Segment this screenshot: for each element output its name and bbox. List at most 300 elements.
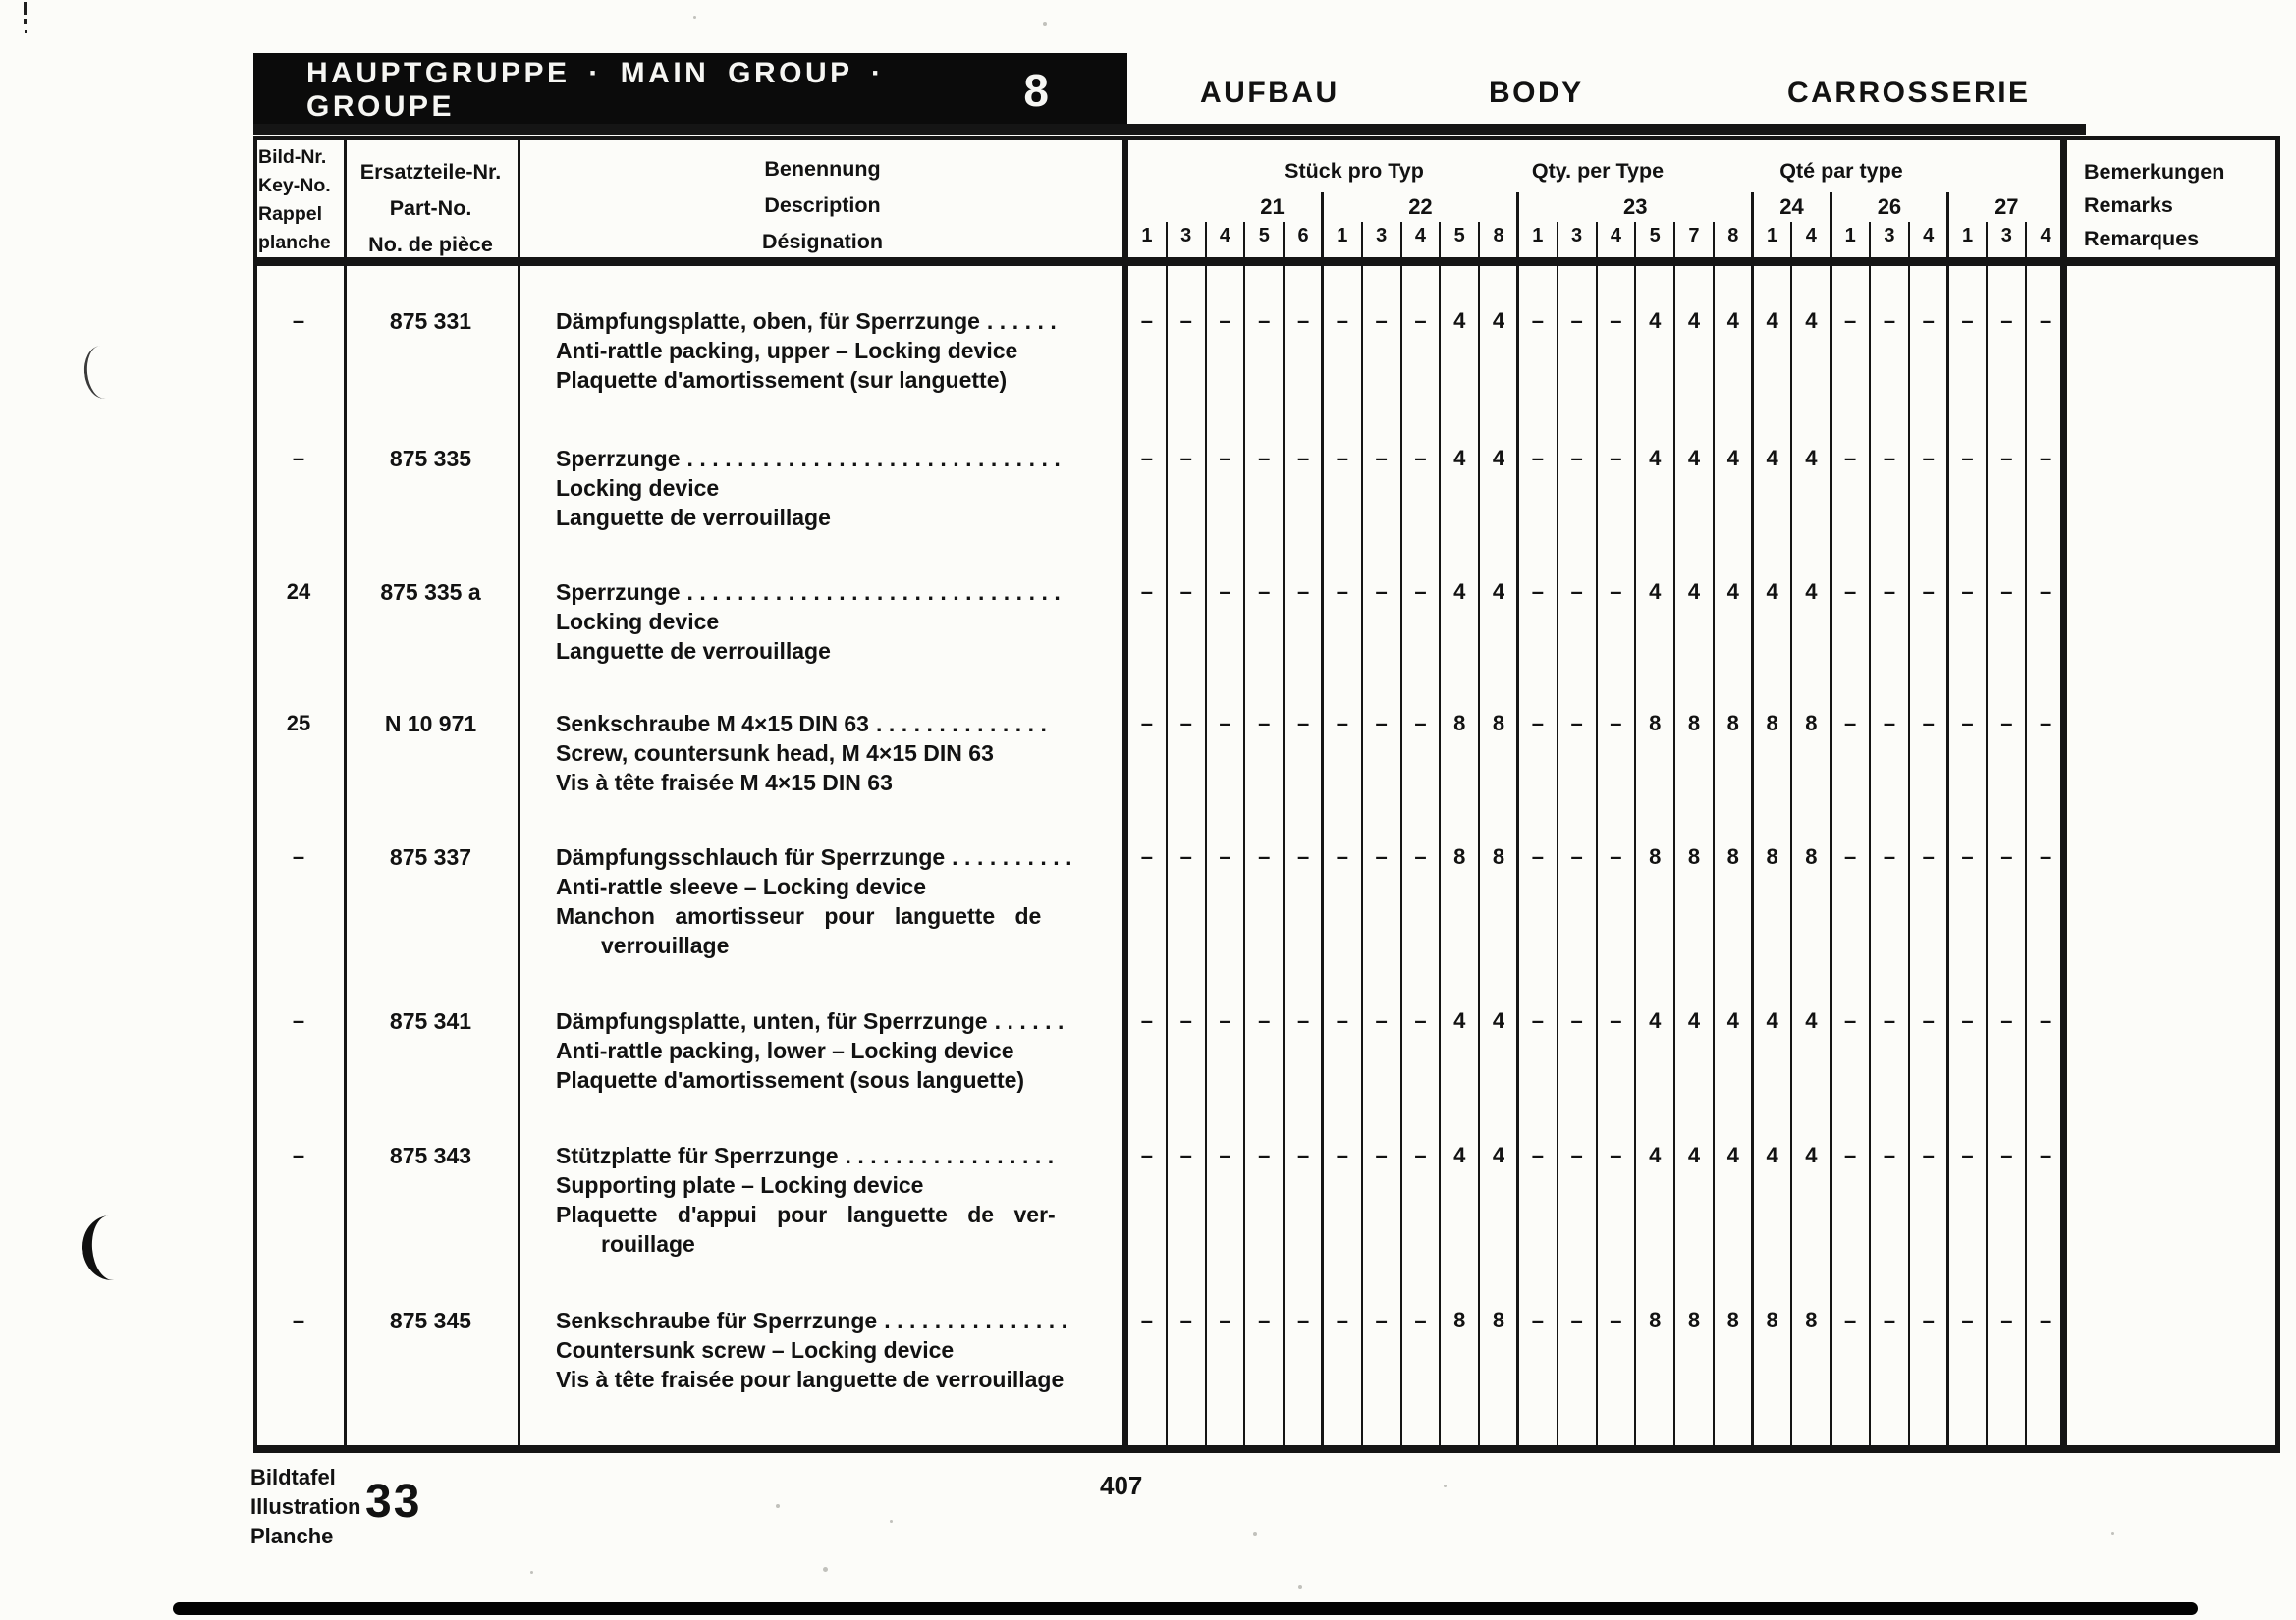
scan-artifact-tick [25, 30, 27, 33]
row-qty-cell: – [1296, 1143, 1310, 1167]
row-part-number: 875 345 [389, 1308, 472, 1333]
row-qty-cell: – [1844, 1008, 1857, 1033]
qty-subcol-separator [1205, 222, 1207, 1453]
row-part-number: 875 341 [389, 1008, 472, 1034]
row-description-line: Dämpfungsschlauch für Sperrzunge .......... [556, 844, 1079, 870]
column-header-remarks-de: Bemerkungen [2084, 160, 2225, 184]
row-qty-cell: – [1140, 446, 1154, 470]
qty-subcol-separator [2025, 222, 2027, 1453]
qty-subcol-label: 6 [1297, 225, 1309, 246]
row-qty-cell: – [2039, 844, 2052, 869]
column-header-remarks-fr: Remarques [2084, 227, 2200, 250]
row-qty-cell: – [1140, 308, 1154, 333]
column-header-key-fr2: planche [258, 232, 331, 253]
row-qty-cell: – [1961, 446, 1974, 470]
qty-subcol-label: 5 [1649, 225, 1661, 246]
table-bottom-border [253, 1445, 2280, 1453]
row-qty-cell: 4 [1453, 446, 1466, 470]
row-qty-cell: – [1610, 1008, 1622, 1033]
row-qty-cell: – [2039, 1008, 2052, 1033]
row-qty-cell: 4 [1687, 446, 1701, 470]
qty-subcol-separator [1243, 222, 1245, 1453]
row-qty-cell: 4 [1805, 446, 1818, 470]
table-top-border [253, 136, 2280, 140]
scan-noise [1043, 22, 1047, 26]
row-qty-cell: 8 [1687, 1308, 1701, 1332]
row-qty-cell: – [1922, 1308, 1935, 1332]
row-qty-cell: 4 [1687, 1008, 1701, 1033]
row-qty-cell: – [1258, 1308, 1271, 1332]
dot-leader: ................. [845, 1143, 1061, 1168]
row-qty-cell: 8 [1726, 1308, 1739, 1332]
qty-subcol-label: 4 [1805, 225, 1817, 246]
row-description-line: Plaquette d'amortissement (sous languette) [556, 1067, 1025, 1093]
row-qty-cell: – [1336, 446, 1348, 470]
row-qty-cell: – [1375, 844, 1388, 869]
row-qty-cell: 8 [1766, 711, 1778, 735]
row-qty-cell: – [1336, 711, 1348, 735]
row-qty-cell: – [1414, 446, 1427, 470]
row-qty-cell: 8 [1649, 711, 1662, 735]
column-header-remarks-en: Remarks [2084, 193, 2173, 217]
row-qty-cell: – [1883, 844, 1896, 869]
row-qty-cell: – [1961, 711, 1974, 735]
qty-subcol-label: 4 [1219, 225, 1231, 246]
row-qty-cell: 4 [1687, 1143, 1701, 1167]
row-qty-cell: – [2039, 579, 2052, 604]
qty-header-en: Qty. per Type [1531, 159, 1665, 183]
row-description-line: Locking device [556, 609, 720, 634]
qty-subcol-separator [1908, 222, 1910, 1453]
row-description-line: Anti-rattle packing, upper – Locking device [556, 338, 1018, 363]
row-qty-cell: – [2000, 579, 2013, 604]
row-qty-cell: – [1179, 1143, 1192, 1167]
row-qty-cell: 8 [1649, 844, 1662, 869]
row-qty-cell: – [1570, 711, 1583, 735]
row-qty-cell: – [1844, 711, 1857, 735]
dot-leader: .............. [875, 711, 1054, 736]
row-qty-cell: 8 [1453, 711, 1466, 735]
row-qty-cell: 8 [1687, 711, 1701, 735]
row-qty-cell: – [1258, 308, 1271, 333]
row-qty-cell: – [1219, 1143, 1231, 1167]
dot-leader: .............................. [686, 446, 1067, 471]
row-qty-cell: – [1375, 1008, 1388, 1033]
row-qty-cell: – [1531, 308, 1544, 333]
row-qty-cell: – [1336, 844, 1348, 869]
scan-page-edge-bar [173, 1602, 2198, 1615]
row-qty-cell: – [1219, 711, 1231, 735]
row-description-line: Anti-rattle sleeve – Locking device [556, 874, 927, 899]
scan-artifact-tick [24, 19, 27, 24]
qty-group-label-27: 27 [1995, 194, 2019, 219]
row-qty-cell: – [1258, 446, 1271, 470]
row-description-line: Plaquette d'appui pour languette de ver- [556, 1202, 1056, 1227]
row-qty-cell: – [2000, 1008, 2013, 1033]
row-qty-cell: – [1883, 1143, 1896, 1167]
qty-subcol-label: 1 [1961, 225, 1974, 246]
row-qty-cell: – [1961, 844, 1974, 869]
row-description-line: Locking device [556, 475, 720, 501]
row-qty-cell: 4 [1805, 1008, 1818, 1033]
qty-subcol-label: 4 [1923, 225, 1935, 246]
row-qty-cell: – [1336, 1008, 1348, 1033]
row-qty-cell: 8 [1805, 844, 1818, 869]
row-qty-cell: 8 [1492, 1308, 1505, 1332]
row-qty-cell: – [1414, 579, 1427, 604]
row-key-number: – [292, 308, 305, 333]
row-qty-cell: – [1610, 308, 1622, 333]
row-qty-cell: – [2039, 1308, 2052, 1332]
row-qty-cell: – [1610, 1308, 1622, 1332]
row-qty-cell: 4 [1766, 1008, 1778, 1033]
row-qty-cell: 8 [1805, 1308, 1818, 1332]
plate-label-fr: Planche [250, 1524, 334, 1548]
row-qty-cell: – [1610, 844, 1622, 869]
row-qty-cell: – [1296, 1008, 1310, 1033]
row-qty-cell: – [1844, 1308, 1857, 1332]
row-qty-cell: 4 [1766, 579, 1778, 604]
row-qty-cell: – [1179, 1308, 1192, 1332]
row-qty-cell: – [1844, 1143, 1857, 1167]
row-qty-cell: – [1883, 1308, 1896, 1332]
row-qty-cell: – [1258, 844, 1271, 869]
row-qty-cell: – [1375, 446, 1388, 470]
row-description-line: Manchon amortisseur pour languette de [556, 903, 1042, 929]
scan-noise [776, 1504, 780, 1508]
row-qty-cell: 4 [1492, 1008, 1505, 1033]
row-qty-cell: – [1844, 446, 1857, 470]
row-description-line: Plaquette d'amortissement (sur languette) [556, 367, 1008, 393]
section-title-en: BODY [1489, 77, 1584, 109]
row-description-line: Anti-rattle packing, lower – Locking device [556, 1038, 1014, 1063]
row-qty-cell: 4 [1649, 1008, 1662, 1033]
row-qty-cell: – [1140, 1308, 1154, 1332]
plate-label-block [250, 1463, 360, 1551]
row-qty-cell: – [1610, 1143, 1622, 1167]
row-qty-cell: – [1336, 579, 1348, 604]
row-qty-cell: 4 [1649, 446, 1662, 470]
row-qty-cell: – [1531, 711, 1544, 735]
col-sep-part-desc [518, 137, 520, 1453]
row-qty-cell: 8 [1766, 1308, 1778, 1332]
qty-group-label-24: 24 [1779, 194, 1804, 219]
qty-subcol-separator [1361, 222, 1363, 1453]
qty-subcol-separator [1478, 222, 1480, 1453]
row-description-line: Sperrzunge .............................. [556, 446, 1067, 471]
qty-subcol-separator [1713, 222, 1715, 1453]
row-qty-cell: – [1375, 1143, 1388, 1167]
column-header-description-en: Description [764, 193, 881, 217]
row-qty-cell: – [1140, 1008, 1154, 1033]
row-qty-cell: – [1883, 1008, 1896, 1033]
scan-noise [693, 16, 696, 19]
row-qty-cell: – [1610, 579, 1622, 604]
column-header-description-fr: Désignation [761, 230, 884, 253]
row-qty-cell: 4 [1649, 308, 1662, 333]
row-qty-cell: – [1219, 844, 1231, 869]
qty-group-separator [1516, 192, 1519, 1453]
row-qty-cell: – [1179, 1008, 1192, 1033]
scan-noise [1444, 1485, 1447, 1487]
qty-subcol-separator [1986, 222, 1988, 1453]
row-qty-cell: 4 [1805, 579, 1818, 604]
row-qty-cell: 4 [1766, 1143, 1778, 1167]
row-qty-cell: – [1961, 1308, 1974, 1332]
row-qty-cell: 4 [1649, 1143, 1662, 1167]
column-header-description-de: Benennung [764, 157, 881, 181]
row-qty-cell: 4 [1649, 579, 1662, 604]
section-title-de: AUFBAU [1200, 77, 1339, 109]
row-qty-cell: – [1296, 711, 1310, 735]
row-qty-cell: 4 [1726, 579, 1739, 604]
qty-subcol-separator [1790, 222, 1792, 1453]
row-qty-cell: – [2000, 446, 2013, 470]
row-description-line: Screw, countersunk head, M 4×15 DIN 63 [556, 740, 994, 766]
dot-leader: .......... [952, 844, 1079, 870]
row-part-number: 875 343 [389, 1143, 472, 1168]
row-qty-cell: – [1844, 844, 1857, 869]
row-qty-cell: – [2000, 711, 2013, 735]
row-qty-cell: – [1922, 711, 1935, 735]
row-key-number: – [292, 446, 305, 470]
column-header-part-fr: No. de pièce [368, 233, 493, 256]
row-qty-cell: – [1375, 711, 1388, 735]
column-header-remarks [2084, 155, 2224, 255]
row-qty-cell: 8 [1453, 1308, 1466, 1332]
row-part-number: 875 331 [389, 308, 472, 334]
row-key-number: 24 [286, 579, 311, 604]
row-qty-cell: – [1179, 446, 1192, 470]
qty-subcol-label: 3 [1571, 225, 1583, 246]
qty-subcol-separator [1400, 222, 1402, 1453]
qty-subcol-separator [1283, 222, 1285, 1453]
scan-noise [1298, 1585, 1302, 1589]
row-qty-cell: – [1179, 308, 1192, 333]
row-key-number: – [292, 1143, 305, 1167]
row-part-number: 875 337 [389, 844, 472, 870]
row-qty-cell: – [1570, 844, 1583, 869]
row-qty-cell: – [1414, 308, 1427, 333]
row-qty-cell: 4 [1805, 1143, 1818, 1167]
plate-label-de: Bildtafel [250, 1465, 336, 1489]
row-qty-cell: – [1336, 308, 1348, 333]
row-qty-cell: – [1531, 446, 1544, 470]
row-description-line: verrouillage [601, 933, 730, 958]
row-qty-cell: – [1296, 446, 1310, 470]
row-qty-cell: 4 [1766, 308, 1778, 333]
column-header-part-de: Ersatzteile-Nr. [359, 160, 502, 184]
row-qty-cell: – [2039, 308, 2052, 333]
row-qty-cell: – [1258, 1008, 1271, 1033]
qty-subcol-separator [1596, 222, 1598, 1453]
row-description-line: Dämpfungsplatte, oben, für Sperrzunge ...... [556, 308, 1064, 334]
row-qty-cell: – [1961, 1008, 1974, 1033]
row-qty-cell: – [1258, 1143, 1271, 1167]
row-qty-cell: 4 [1726, 1008, 1739, 1033]
dot-leader: ...... [994, 1008, 1070, 1034]
row-qty-cell: – [1570, 308, 1583, 333]
row-qty-cell: – [1610, 446, 1622, 470]
row-description-line: Supporting plate – Locking device [556, 1172, 924, 1198]
row-qty-cell: – [2039, 711, 2052, 735]
row-qty-cell: – [1140, 844, 1154, 869]
row-qty-cell: – [1922, 1143, 1935, 1167]
row-qty-cell: 4 [1492, 579, 1505, 604]
row-qty-cell: 8 [1766, 844, 1778, 869]
scan-noise [890, 1520, 893, 1523]
row-qty-cell: – [1531, 1308, 1544, 1332]
header-thick-rule [253, 124, 2086, 135]
row-qty-cell: – [1375, 1308, 1388, 1332]
row-description-line: Vis à tête fraisée pour languette de verrouillage [556, 1367, 1065, 1392]
qty-group-label-26: 26 [1877, 194, 1902, 219]
row-qty-cell: – [1414, 1008, 1427, 1033]
row-key-number: 25 [286, 711, 311, 735]
row-qty-cell: 4 [1492, 446, 1505, 470]
row-qty-cell: 8 [1492, 844, 1505, 869]
row-qty-cell: 8 [1492, 711, 1505, 735]
column-header-key-fr1: Rappel [258, 203, 323, 225]
row-qty-cell: – [1140, 1143, 1154, 1167]
scan-artifact-bracket-large [80, 1214, 142, 1283]
row-qty-cell: – [1531, 1143, 1544, 1167]
qty-subcol-separator [1439, 222, 1441, 1453]
qty-subcol-label: 1 [1337, 225, 1348, 246]
qty-group-label-21: 21 [1260, 194, 1285, 219]
row-qty-cell: 8 [1649, 1308, 1662, 1332]
qty-group-separator [1830, 192, 1832, 1453]
column-header-part [344, 154, 518, 263]
qty-subcol-label: 1 [1767, 225, 1778, 246]
row-qty-cell: – [1179, 844, 1192, 869]
scan-noise [1253, 1532, 1257, 1536]
row-qty-cell: 4 [1492, 308, 1505, 333]
row-qty-cell: – [1179, 711, 1192, 735]
row-qty-cell: 4 [1492, 1143, 1505, 1167]
qty-header-de: Stück pro Typ [1285, 159, 1424, 183]
scan-artifact-bracket-small [82, 344, 123, 401]
qty-group-separator [1321, 192, 1324, 1453]
qty-subcol-separator [1869, 222, 1871, 1453]
qty-subcol-label: 3 [2000, 225, 2012, 246]
row-qty-cell: – [1531, 844, 1544, 869]
row-qty-cell: – [1922, 446, 1935, 470]
scan-artifact-tick [24, 2, 27, 15]
row-qty-cell: – [1610, 711, 1622, 735]
row-qty-cell: – [1570, 1143, 1583, 1167]
qty-group-label-22: 22 [1408, 194, 1433, 219]
row-qty-cell: – [1296, 1308, 1310, 1332]
row-qty-cell: – [2000, 844, 2013, 869]
row-key-number: – [292, 844, 305, 869]
row-key-number: – [292, 1008, 305, 1033]
qty-group-separator [1946, 192, 1949, 1453]
row-qty-cell: 8 [1687, 844, 1701, 869]
row-qty-cell: – [1414, 1308, 1427, 1332]
section-title-fr: CARROSSERIE [1787, 77, 2031, 109]
scan-noise [823, 1567, 828, 1572]
row-qty-cell: – [2039, 446, 2052, 470]
row-qty-cell: – [1414, 844, 1427, 869]
plate-label-en: Illustration [250, 1494, 361, 1519]
row-qty-cell: – [1219, 446, 1231, 470]
row-description-line: Senkschraube M 4×15 DIN 63 .............. [556, 711, 1054, 736]
qty-subcol-label: 5 [1453, 225, 1465, 246]
main-group-number: 8 [1023, 65, 1049, 116]
row-qty-cell: – [1531, 1008, 1544, 1033]
row-qty-cell: 4 [1766, 446, 1778, 470]
scan-noise [530, 1571, 533, 1574]
row-qty-cell: – [1922, 844, 1935, 869]
row-qty-cell: – [2000, 1143, 2013, 1167]
row-part-number: 875 335 a [380, 579, 481, 605]
row-qty-cell: 4 [1453, 1143, 1466, 1167]
row-description-line: Vis à tête fraisée M 4×15 DIN 63 [556, 770, 893, 795]
row-qty-cell: – [1179, 579, 1192, 604]
qty-subcol-separator [1557, 222, 1558, 1453]
row-part-number: N 10 971 [384, 711, 477, 736]
qty-subcol-separator [1673, 222, 1675, 1453]
row-qty-cell: – [1922, 308, 1935, 333]
row-description-line: Stützplatte für Sperrzunge ................. [556, 1143, 1061, 1168]
qty-subcol-label: 8 [1493, 225, 1504, 246]
row-qty-cell: – [1296, 308, 1310, 333]
dot-leader: .............................. [686, 579, 1067, 605]
row-qty-cell: – [1961, 579, 1974, 604]
row-qty-cell: – [1414, 1143, 1427, 1167]
row-qty-cell: – [1258, 711, 1271, 735]
row-description-line: rouillage [601, 1231, 695, 1257]
qty-header-fr: Qté par type [1779, 159, 1903, 183]
row-qty-cell: 8 [1726, 711, 1739, 735]
qty-subcol-label: 4 [1414, 225, 1426, 246]
row-description-line: Sperrzunge .............................. [556, 579, 1067, 605]
row-qty-cell: 8 [1726, 844, 1739, 869]
column-header-key-en: Key-No. [258, 175, 331, 196]
row-description-line: Senkschraube für Sperrzunge ............... [556, 1308, 1074, 1333]
row-qty-cell: 4 [1453, 308, 1466, 333]
row-qty-cell: 4 [1453, 1008, 1466, 1033]
row-qty-cell: – [1258, 579, 1271, 604]
qty-subcol-separator [1166, 222, 1168, 1453]
row-qty-cell: – [2000, 1308, 2013, 1332]
qty-subcol-label: 1 [1532, 225, 1544, 246]
row-qty-cell: – [1570, 579, 1583, 604]
page-number: 407 [1100, 1471, 1143, 1500]
row-qty-cell: 4 [1726, 446, 1739, 470]
row-qty-cell: – [1531, 579, 1544, 604]
row-qty-cell: – [1219, 1008, 1231, 1033]
qty-subcol-label: 5 [1258, 225, 1270, 246]
row-qty-cell: – [1296, 579, 1310, 604]
col-sep-qty-remarks [2060, 137, 2067, 1453]
row-qty-cell: – [1140, 579, 1154, 604]
row-qty-cell: 4 [1726, 308, 1739, 333]
qty-group-label-23: 23 [1623, 194, 1648, 219]
row-qty-cell: – [1570, 1008, 1583, 1033]
row-qty-cell: – [1883, 579, 1896, 604]
plate-number: 33 [365, 1476, 422, 1528]
qty-group-separator [1751, 192, 1754, 1453]
row-description-line: Dämpfungsplatte, unten, für Sperrzunge ...... [556, 1008, 1070, 1034]
row-description-line: Languette de verrouillage [556, 638, 831, 664]
column-header-key [258, 143, 341, 257]
col-sep-desc-qty [1122, 137, 1128, 1453]
row-qty-cell: – [2039, 1143, 2052, 1167]
row-qty-cell: – [1219, 1308, 1231, 1332]
row-qty-cell: 8 [1805, 711, 1818, 735]
